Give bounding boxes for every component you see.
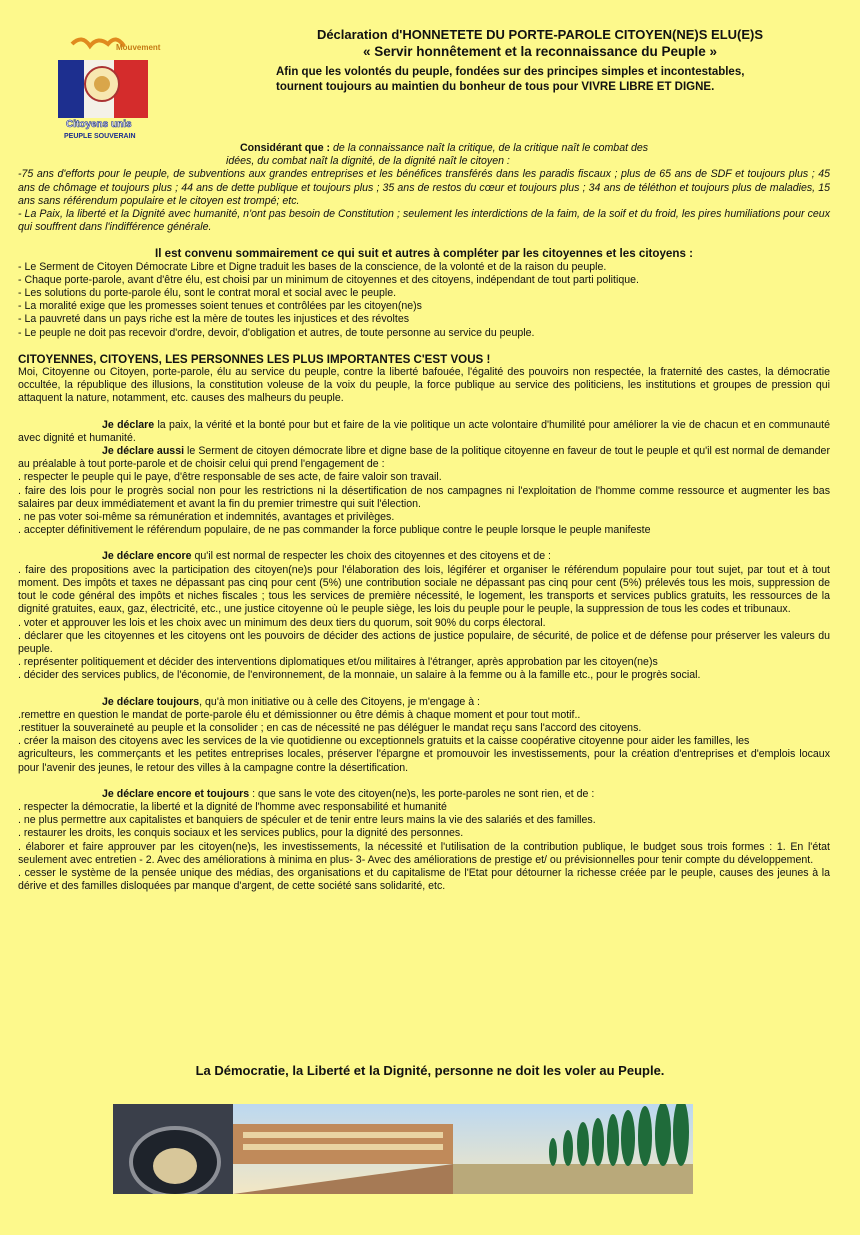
considerant-section (18, 142, 830, 234)
declare-text: qu'il est normal de respecter les choix des citoyennes et des citoyens et de : (191, 550, 551, 563)
declare-item: . faire des lois pour le progrès social non pour les restrictions ni la désertification de nos campagnes ni l'exploitation de l'homme comme ressource et augmenter les bas salaires par deux immédiatement et avant la fin du premier trimestre qui suit l'élection. (18, 484, 830, 510)
declare-item: . cesser le système de la pensée unique des médias, des organisations et du capitalisme de l'Etat pour détourner la richesse créée par le peuple, causes des jeunes à la dérive et des familles disloquées par manque d'argent, de cette société sans solidarité, etc. (18, 866, 830, 893)
declare-text: le Serment de citoyen démocrate libre et digne base de la politique citoyenne en faveur de tout le peuple et qu'il est normal de demander au préalable à tout porte-parole et de choisir celui qui prend l'engagement de : (18, 445, 830, 471)
logo (52, 32, 172, 144)
declare-item: .restituer la souveraineté au peuple et la consolider ; en cas de nécessité ne pas déléguer le mandat reçu sans l'accord des citoyens. (18, 721, 642, 734)
declare-item: . voter et approuver les lois et les choix avec un minimum des deux tiers du quorum, soit 90% du corps électoral. (18, 616, 546, 629)
declare-item: .remettre en question le mandat de porte-parole élu et démissionner ou être démis à chaque moment et pour tout motif.. (18, 708, 581, 721)
declare-section-5 (18, 788, 830, 894)
logo-emblem-center (94, 76, 110, 92)
convenu-section (18, 247, 830, 339)
declare-lead: Je déclare aussi (102, 445, 185, 458)
declare-text: : que sans le vote des citoyen(ne)s, les porte-paroles ne sont rien, et de : (249, 787, 595, 800)
declare-section-1 (18, 419, 830, 445)
declare-item: . restaurer les droits, les conquis sociaux et les services publics, pour la dignité des personnes. (18, 827, 464, 840)
declare-item: agriculteurs, les commerçants et les petites entreprises locales, préserver l'épargne et promouvoir les investissements, pour la création d'entreprises et d'emplois locaux pour l'avenir des jeunes, le retour des villes à la campagne contre la désertification. (18, 748, 830, 774)
painting-city-row (243, 1132, 443, 1138)
footer-slogan: La Démocratie, la Liberté et la Dignité, personne ne doit les voler au Peuple. (195, 1063, 665, 1078)
painting-city-row (243, 1144, 443, 1150)
bottom-painting (113, 1104, 693, 1194)
declare-text: , qu'à mon initiative ou à celle des Citoyens, je m'engage à : (199, 695, 480, 708)
considerant-line-2: idées, du combat naît la dignité, de la dignité naît le citoyen : (226, 155, 510, 168)
convenu-heading: Il est convenu sommairement ce qui suit et autres à compléter par les citoyennes et les citoyens : (154, 247, 693, 261)
convenu-item: - Le peuple ne doit pas recevoir d'ordre, devoir, d'obligation et autres, de toute personne au service du peuple. (18, 326, 535, 339)
convenu-item: - La pauvreté dans un pays riche est la mère de toutes les injustices et des révoltes (18, 313, 410, 326)
declare-item: . décider des services publics, de l'économie, de l'environnement, de la monnaie, un salaire à la femme ou à la famille etc., pour le progrès social. (18, 669, 701, 682)
declare-lead: Je déclare toujours (102, 695, 200, 708)
document-body (18, 142, 830, 893)
logo-top-text: Mouvement (116, 43, 161, 52)
convenu-item: - Les solutions du porte-parole élu, sont le contrat moral et social avec le peuple. (18, 287, 397, 300)
citoyennes-section (18, 353, 830, 406)
declare-section-4 (18, 696, 830, 775)
considerant-lead: Considérant que : (240, 142, 331, 154)
painting-tunnel-light (153, 1148, 197, 1184)
citoyennes-text: Moi, Citoyenne ou Citoyen, porte-parole, élu au service du peuple, contre la liberté bafouée, l'égalité des pouvoirs non respectée, la fraternité des castes, la démocratie occultée, la république des illusions, la constitution voleuse de la voix du peuple, la force publique au service des politiciens, les institutions et groupes de pression qui attaquent la nature, notamment, etc. causes des malheurs du peuple. (18, 366, 830, 405)
declare-item: . représenter politiquement et décider des interventions diplomatiques et/ou militaires à l'étranger, après approbation par les citoyen(ne)s (18, 656, 658, 669)
declare-item: . respecter la démocratie, la liberté et la dignité de l'homme avec responsabilité et humanité (18, 800, 447, 813)
header-subtitle-1: Afin que les volontés du peuple, fondées sur des principes simples et incontestables, (276, 66, 745, 78)
declare-item: . élaborer et faire approuver par les citoyen(ne)s, les investissements, la nécessité et l'utilisation de la contribution publique, le budget sous trois formes : 1. En l'état seulement avec entretien - 2. Avec des améliorations à minima en plus- 3- Avec des améliorations de prestige et/ ou prévisionnelles pour tenir compte du développement. (18, 840, 830, 866)
painting-ground (453, 1164, 693, 1194)
page-title: Déclaration d'HONNETETE DU PORTE-PAROLE CITOYEN(NE)S ELU(E)S (316, 27, 764, 42)
declare-item: . créer la maison des citoyens avec les services de la vie quotidienne ou exceptionnels gratuits et la caisse coopérative citoyenne pour aider les familles, les (18, 735, 750, 748)
declare-lead: Je déclare encore et toujours (102, 787, 250, 800)
convenu-item: - La moralité exige que les promesses soient tenues et contrôlées par les citoyen(ne)s (18, 300, 422, 313)
declare-text: la paix, la vérité et la bonté pour but et faire de la vie politique un acte volontaire d'humilité pour améliorer la vie de chacun et en communauté avec dignité et humanité. (18, 418, 830, 444)
logo-text-1: Citoyens unis (66, 119, 132, 130)
declare-section-3 (18, 550, 830, 682)
declare-item: . déclarer que les citoyennes et les citoyens ont les pouvoirs de décider des actions de justice populaire, de sécurité, de police et de défense pour préserver les valeurs du peuple. (18, 629, 830, 655)
declare-item: . accepter définitivement le référendum populaire, de ne pas commander la force publique contre le peuple lorsque le peuple manifeste (18, 524, 651, 537)
declare-section-2 (18, 445, 830, 537)
declare-item: . faire des propositions avec la participation des citoyen(ne)s pour l'élaboration des lois, légiférer et organiser le référendum populaire pour tout sujet, par tout et à tout moment. Des impôts et taxes ne dépassant pas cinq pour cent (5%) une contribution sociale ne dépassant pas cinq pour cent (5%) prélevés tous les mois, suppression de tout le code général des impôts et niches fiscales ; tous les services de première nécessité, le logement, les transports et services publics gratuits, les ressources de la dignité gratuites, eaux, gaz, électricité, etc., une justice citoyenne où le peuple siège, les lois du peuple pour le peuple, la suppression de tous les codes et tribunaux. (18, 563, 830, 616)
declare-lead: Je déclare (102, 418, 155, 431)
citoyennes-heading: CITOYENNES, CITOYENS, LES PERSONNES LES PLUS IMPORTANTES C'EST VOUS ! (18, 352, 491, 366)
declare-item: . ne plus permettre aux capitalistes et banquiers de spéculer et de tenir entre leurs mains la vie des salariés et des familles. (18, 814, 596, 827)
header (250, 26, 830, 95)
header-subtitle-2: tournent toujours au maintien du bonheur de tous pour VIVRE LIBRE ET DIGNE. (276, 81, 715, 93)
logo-flag-blue (58, 60, 84, 118)
declare-item: . ne pas voter soi-même sa rémunération et indemnités, avantages et privilèges. (18, 511, 395, 524)
convenu-item: - Chaque porte-parole, avant d'être élu, est choisi par un minimum de citoyennes et des citoyens, indépendant de tout parti politique. (18, 273, 639, 286)
declare-lead: Je déclare encore (102, 550, 192, 563)
convenu-item: - Le Serment de Citoyen Démocrate Libre et Digne traduit les bases de la conscience, de la volonté et de la raison du peuple. (18, 260, 607, 273)
considerant-para-2: - La Paix, la liberté et la Dignité avec humanité, n'ont pas besoin de Constitution ; seulement les interdictions de la faim, de la soif et du froid, les pires humiliations pour ceux qui souffrent dans l'indifférence générale. (18, 208, 830, 234)
page-subtitle-quote: « Servir honnêtement et la reconnaissance du Peuple » (362, 44, 718, 59)
considerant-para-1: -75 ans d'efforts pour le peuple, de subventions aux grandes entreprises et les bénéfices transférés dans les paradis fiscaux ; plus de 65 ans de SDF et toujours plus ; 45 ans de chômage et toujours plus ; 44 ans de dette publique et toujours plus ; 35 ans de restos du cœur et toujours plus ; 34 ans de téléthon et toujours plus de maladies, 15 ans sans référendum populaire et le citoyen est trompé; etc. (18, 168, 830, 207)
considerant-line-1: de la connaissance naît la critique, de la critique naît le combat des (330, 142, 649, 154)
logo-text-2: PEUPLE SOUVERAIN (64, 133, 136, 140)
declare-item: . respecter le peuple qui le paye, d'être responsable de ses acte, de faire valoir son travail. (18, 471, 442, 484)
